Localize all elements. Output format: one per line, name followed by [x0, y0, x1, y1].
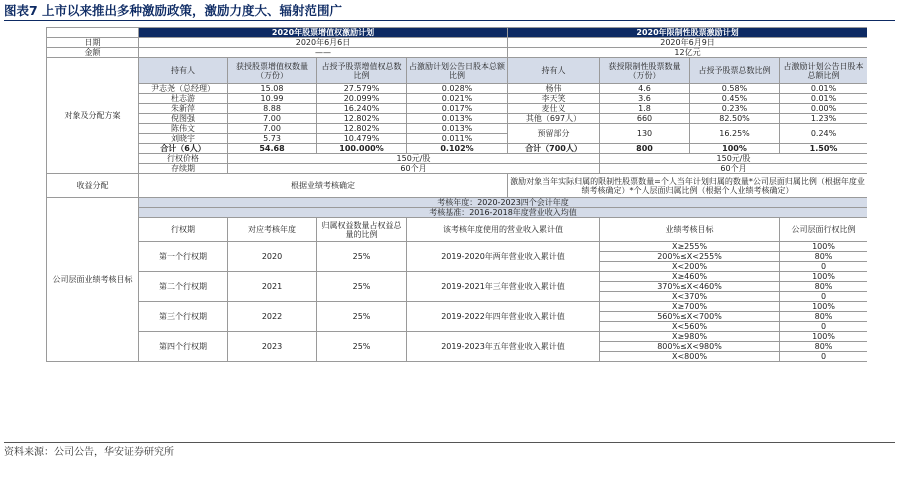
perf-period: 第二个行权期: [139, 272, 228, 302]
perf-period: 第三个行权期: [139, 302, 228, 332]
row-label-date: 日期: [47, 38, 139, 48]
plan-a-cell: 20.099%: [317, 94, 407, 104]
perf-year: 2020: [228, 242, 317, 272]
plan-a-amount: ——: [139, 48, 508, 58]
perf-header: 归属权益数量占权益总量的比例: [317, 218, 407, 242]
plan-a-cell: 0.021%: [407, 94, 508, 104]
row-label-validity: 存续期: [139, 164, 228, 174]
plan-b-holder: 杨伟: [508, 84, 600, 94]
plan-b-cell: 0.58%: [690, 84, 780, 94]
plan-a-cell: 12.802%: [317, 124, 407, 134]
plan-a-cell: 8.88: [228, 104, 317, 114]
plan-a-validity: 60个月: [228, 164, 600, 174]
perf-header: 该考核年度使用的营业收入累计值: [407, 218, 600, 242]
plan-a-cell: 0.013%: [407, 124, 508, 134]
perf-exercise-ratio: 80%: [780, 312, 867, 322]
perf-year: 2021: [228, 272, 317, 302]
plan-a-holder: 尹志尧（总经理）: [139, 84, 228, 94]
row-label-exercise-price: 行权价格: [139, 154, 228, 164]
perf-year-note: 考核年度：2020-2023四个会计年度: [139, 198, 868, 208]
plan-a-holder: 朱新萍: [139, 104, 228, 114]
plan-a-total-label: 合计（6人）: [139, 144, 228, 154]
plan-b-header: 占授予股票总数比例: [690, 58, 780, 84]
perf-exercise-ratio: 0: [780, 262, 867, 272]
plan-a-cell: 7.00: [228, 114, 317, 124]
plan-a-cell: 0.011%: [407, 134, 508, 144]
perf-target: X<200%: [600, 262, 780, 272]
plan-b-cell: 0.01%: [780, 84, 867, 94]
plan-b-validity: 60个月: [600, 164, 867, 174]
perf-target: X≥700%: [600, 302, 780, 312]
plan-a-cell: 27.579%: [317, 84, 407, 94]
plan-a-cell: 16.240%: [317, 104, 407, 114]
source-note: 资料来源：公司公告，华安证券研究所: [4, 447, 174, 458]
perf-target: 800%≤X<980%: [600, 342, 780, 352]
perf-exercise-ratio: 80%: [780, 282, 867, 292]
plan-b-total-label: 合计（700人）: [508, 144, 600, 154]
row-label-participants: 对象及分配方案: [47, 58, 139, 174]
perf-header: 公司层面行权比例: [780, 218, 867, 242]
plan-a-header: 占激励计划公告日股本总额比例: [407, 58, 508, 84]
plan-a-total: 100.000%: [317, 144, 407, 154]
perf-header: 业绩考核目标: [600, 218, 780, 242]
plan-b-cell: 0.24%: [780, 124, 867, 144]
corner-cell: [47, 28, 139, 38]
row-label-performance: 公司层面业绩考核目标: [47, 198, 139, 362]
perf-exercise-ratio: 0: [780, 322, 867, 332]
plan-a-holder: 陈伟文: [139, 124, 228, 134]
figure-title: 图表7 上市以来推出多种激励政策，激励力度大、辐射范围广: [4, 3, 343, 18]
title-rule: [4, 20, 895, 21]
perf-target: X≥460%: [600, 272, 780, 282]
plan-b-cell: 0.00%: [780, 104, 867, 114]
perf-metric: 2019-2023年五年营业收入累计值: [407, 332, 600, 362]
plan-b-header: 占激励计划公告日股本总额比例: [780, 58, 867, 84]
perf-exercise-ratio: 0: [780, 292, 867, 302]
perf-target: X≥980%: [600, 332, 780, 342]
plan-b-income: 激励对象当年实际归属的限制性股票数量=个人当年计划归属的数量*公司层面归属比例（根据年度业绩考核确定）*个人层面归属比例（根据个人业绩考核确定）: [508, 174, 867, 198]
plan-b-cell: 16.25%: [690, 124, 780, 144]
plan-a-cell: 10.479%: [317, 134, 407, 144]
row-label-income: 收益分配: [47, 174, 139, 198]
plan-b-holder: 李天笑: [508, 94, 600, 104]
perf-ratio: 25%: [317, 302, 407, 332]
perf-target: X≥255%: [600, 242, 780, 252]
perf-target: 560%≤X<700%: [600, 312, 780, 322]
perf-metric: 2019-2020年两年营业收入累计值: [407, 242, 600, 272]
perf-exercise-ratio: 100%: [780, 272, 867, 282]
plan-a-income: 根据业绩考核确定: [139, 174, 508, 198]
perf-metric: 2019-2022年四年营业收入累计值: [407, 302, 600, 332]
plan-b-cell: 0.23%: [690, 104, 780, 114]
perf-target: X<370%: [600, 292, 780, 302]
perf-exercise-ratio: 0: [780, 352, 867, 362]
plan-a-header: 持有人: [139, 58, 228, 84]
plan-b-cell: 82.50%: [690, 114, 780, 124]
plan-a-cell: 0.017%: [407, 104, 508, 114]
plan-b-cell: 4.6: [600, 84, 690, 94]
plan-a-cell: 0.028%: [407, 84, 508, 94]
plan-a-cell: 12.802%: [317, 114, 407, 124]
plan-b-holder: 其他（697人）: [508, 114, 600, 124]
perf-ratio: 25%: [317, 272, 407, 302]
plan-a-header: 占授予股票增值权总数比例: [317, 58, 407, 84]
plan-b-cell: 1.8: [600, 104, 690, 114]
plan-b-holder: 预留部分: [508, 124, 600, 144]
perf-exercise-ratio: 80%: [780, 252, 867, 262]
perf-metric: 2019-2021年三年营业收入累计值: [407, 272, 600, 302]
perf-ratio: 25%: [317, 242, 407, 272]
plan-b-total: 800: [600, 144, 690, 154]
perf-header: 对应考核年度: [228, 218, 317, 242]
plan-b-exercise-price: 150元/股: [600, 154, 867, 164]
plan-a-total: 0.102%: [407, 144, 508, 154]
perf-target: 200%≤X<255%: [600, 252, 780, 262]
footer-rule: [4, 442, 895, 443]
perf-target: X<800%: [600, 352, 780, 362]
plan-a-total: 54.68: [228, 144, 317, 154]
perf-header: 行权期: [139, 218, 228, 242]
plan-b-cell: 130: [600, 124, 690, 144]
perf-target: 370%≤X<460%: [600, 282, 780, 292]
perf-year: 2022: [228, 302, 317, 332]
plan-a-cell: 7.00: [228, 124, 317, 134]
plan-b-cell: 0.01%: [780, 94, 867, 104]
plan-a-holder: 倪图强: [139, 114, 228, 124]
plan-b-title: 2020年限制性股票激励计划: [508, 28, 867, 38]
plan-a-holder: 刘晓宇: [139, 134, 228, 144]
plan-b-header: 持有人: [508, 58, 600, 84]
perf-year: 2023: [228, 332, 317, 362]
incentive-table: [46, 27, 867, 362]
incentive-table-container: [46, 27, 867, 440]
perf-target: X<560%: [600, 322, 780, 332]
plan-b-cell: 1.23%: [780, 114, 867, 124]
perf-period: 第四个行权期: [139, 332, 228, 362]
plan-b-cell: 3.6: [600, 94, 690, 104]
plan-a-holder: 杜志游: [139, 94, 228, 104]
plan-b-cell: 660: [600, 114, 690, 124]
plan-a-cell: 15.08: [228, 84, 317, 94]
perf-exercise-ratio: 80%: [780, 342, 867, 352]
plan-b-holder: 麦仕义: [508, 104, 600, 114]
plan-a-header: 获授股票增值权数量（万份）: [228, 58, 317, 84]
plan-b-total: 1.50%: [780, 144, 867, 154]
plan-b-amount: 12亿元: [508, 48, 867, 58]
perf-exercise-ratio: 100%: [780, 332, 867, 342]
perf-exercise-ratio: 100%: [780, 242, 867, 252]
perf-exercise-ratio: 100%: [780, 302, 867, 312]
plan-a-cell: 10.99: [228, 94, 317, 104]
plan-a-date: 2020年6月6日: [139, 38, 508, 48]
plan-a-cell: 5.73: [228, 134, 317, 144]
plan-a-exercise-price: 150元/股: [228, 154, 600, 164]
perf-base-note: 考核基准：2016-2018年度营业收入均值: [139, 208, 868, 218]
row-label-amount: 金额: [47, 48, 139, 58]
perf-ratio: 25%: [317, 332, 407, 362]
plan-a-title: 2020年股票增值权激励计划: [139, 28, 508, 38]
plan-b-cell: 0.45%: [690, 94, 780, 104]
plan-b-total: 100%: [690, 144, 780, 154]
plan-b-date: 2020年6月9日: [508, 38, 867, 48]
plan-a-cell: 0.013%: [407, 114, 508, 124]
plan-b-header: 获授限制性股票数量（万份）: [600, 58, 690, 84]
perf-period: 第一个行权期: [139, 242, 228, 272]
